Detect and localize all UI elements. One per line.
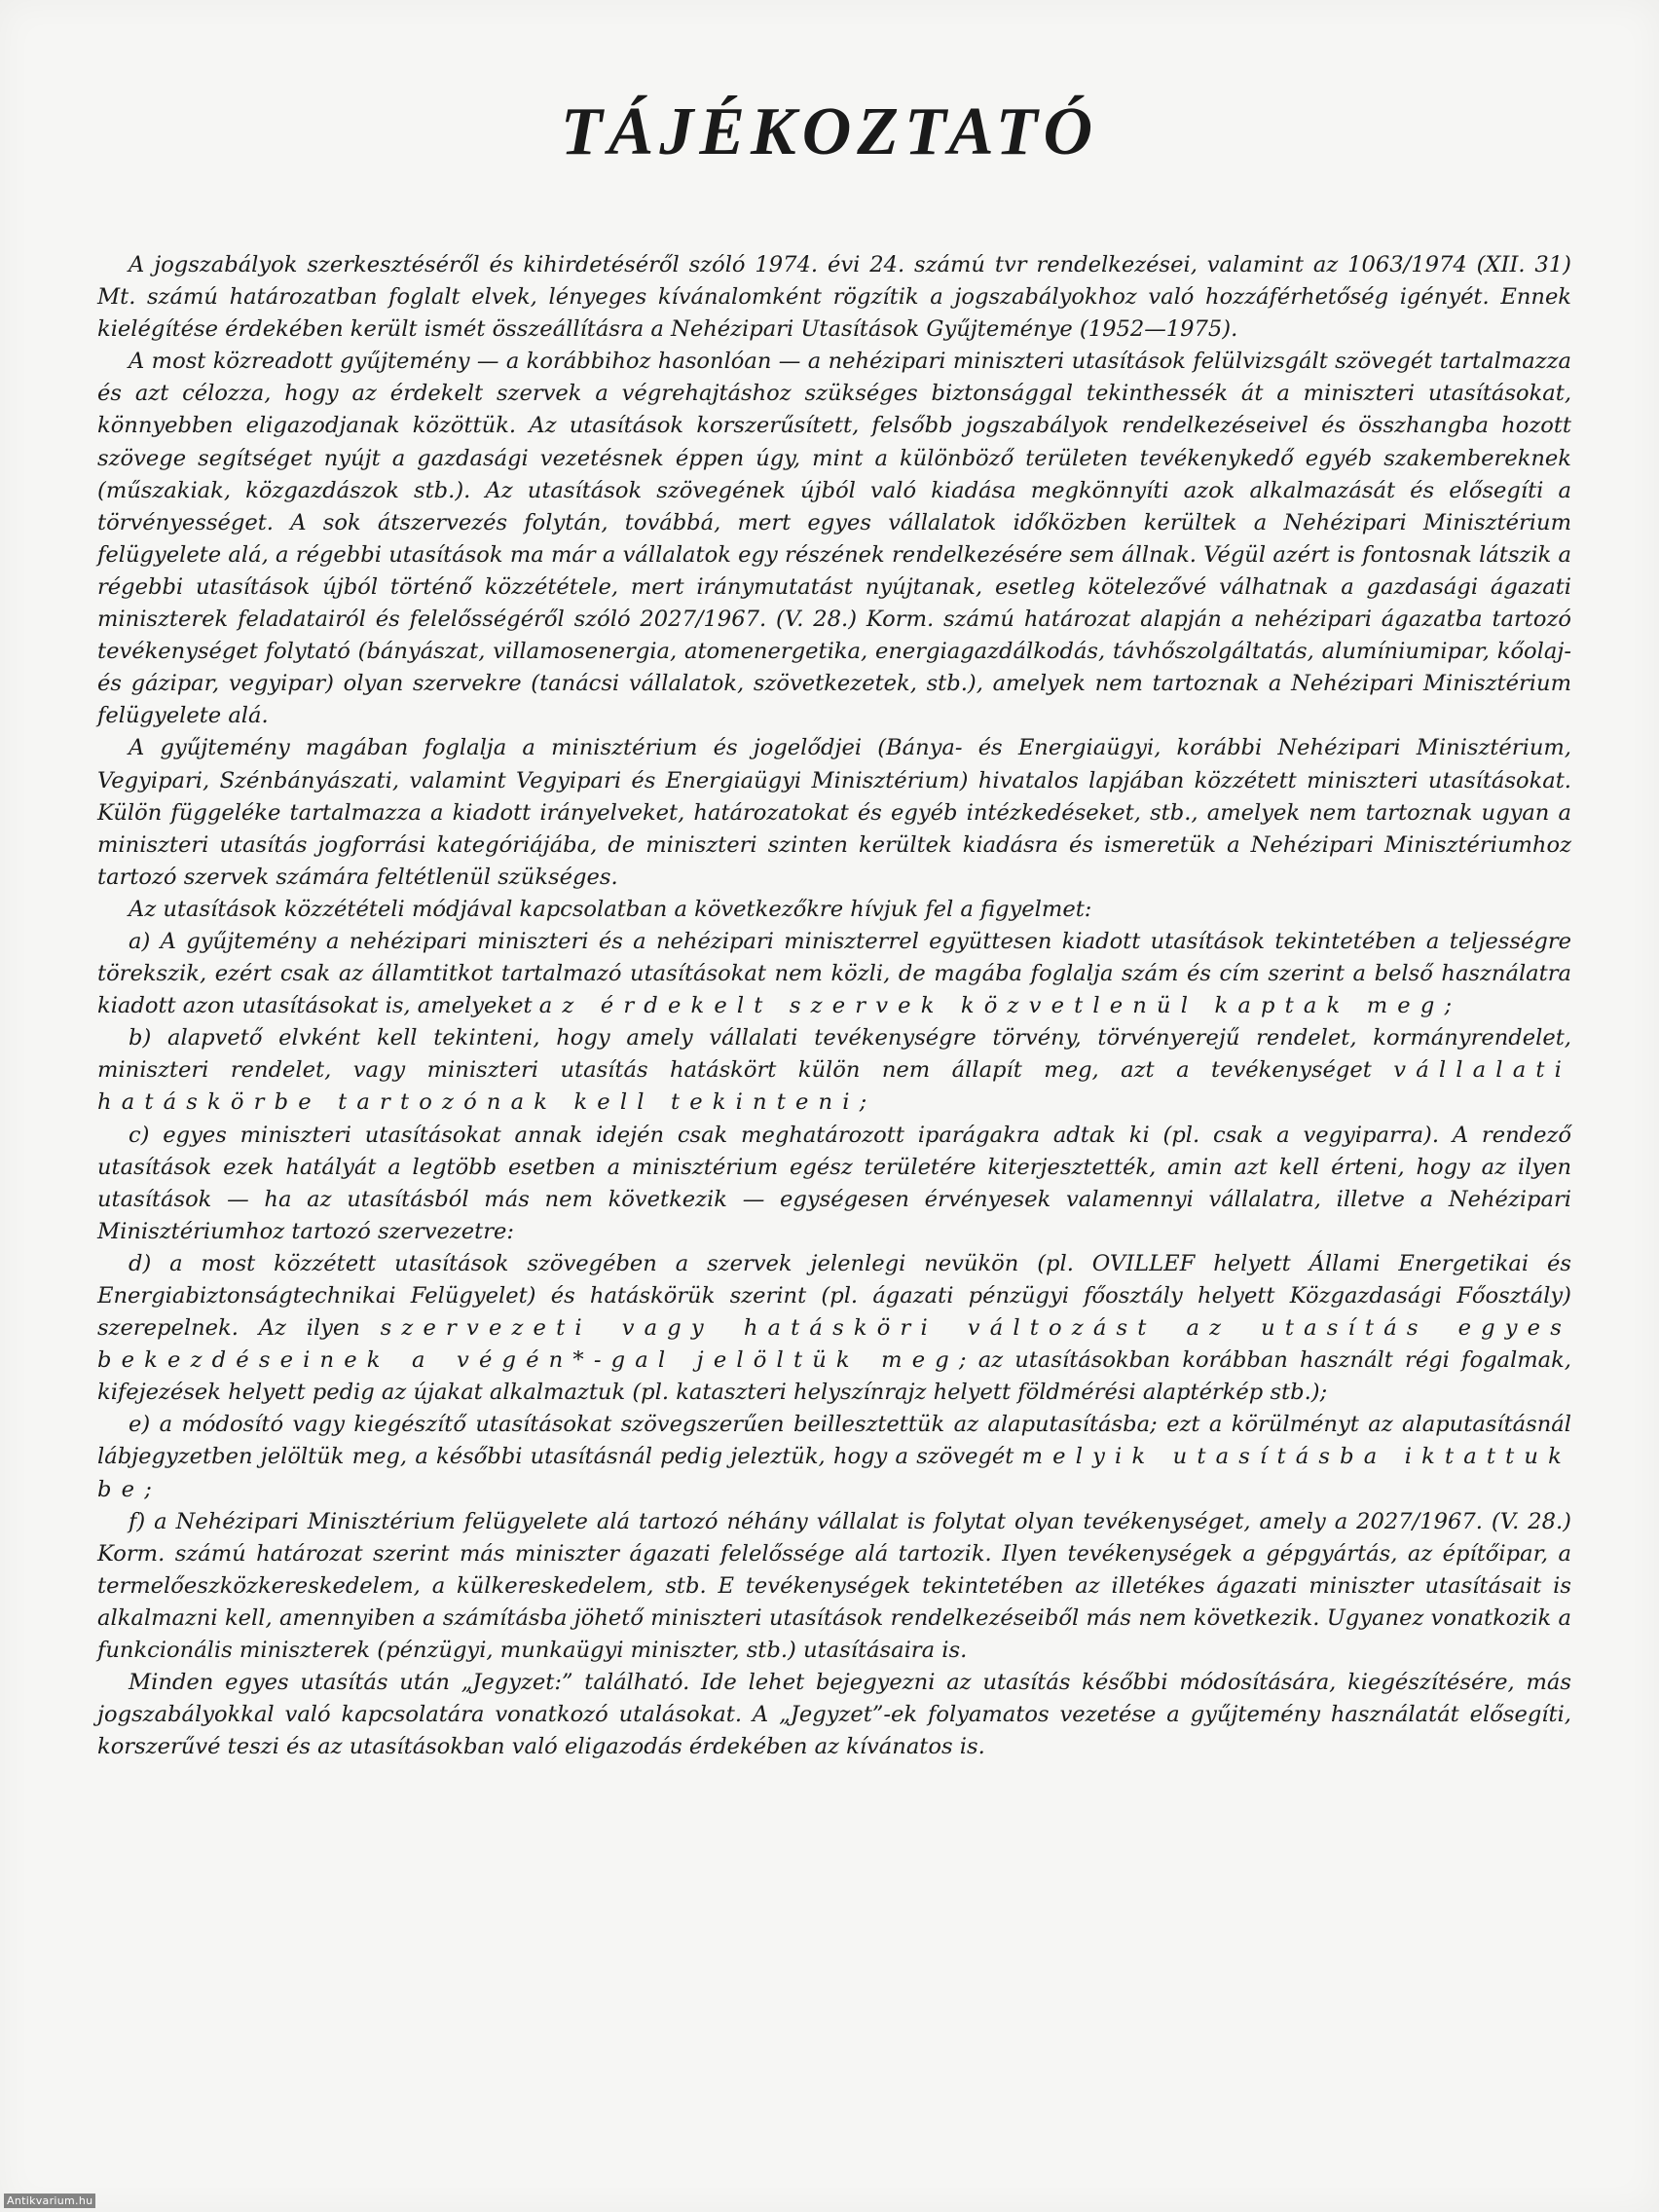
list-item-a-emphasis: az érdekelt szervek közvetlenül kaptak meg — [538, 993, 1445, 1019]
list-item-b-end: ; — [859, 1089, 867, 1116]
list-item-d-text: d) a most közzétett utasítások szövegében a szervek jelenlegi nevükön (pl. OVILLEF helyett Állami Energetikai és Energiabiztonságtechnikai Felügyelet) és hatáskörük szerint (pl. ágazati pénzügyi főosztály helyett Közgazdasági Főosztály) szerepelnek. Az ilyen — [97, 1250, 1571, 1342]
list-item-d-end: ; az utasításokban korábban használt régi fogalmak, kifejezések helyett pedig az újakat alkalmaztuk (pl. kataszteri helyszínrajz helyett földmérési alaptérkép stb.); — [97, 1347, 1571, 1406]
page-title: TÁJÉKOZTATÓ — [560, 94, 1099, 169]
list-item-b-text: b) alapvető elvként kell tekinteni, hogy amely vállalati tevékenységre törvény, törvényerejű rendelet, kormányrendelet, miniszteri rendelet, vagy miniszteri utasítás hatáskört külön nem állapít meg, azt a tevékenységet — [97, 1025, 1571, 1084]
list-item-a-text: a) A gyűjtemény a nehézipari miniszteri és a nehézipari miniszterrel együttesen kiadott utasítások tekintetében a teljességre törekszik, ezért csak az államtitkot tartalmazó utasításokat nem közli, de magába foglalja szám és cím szerint a belső használatra kiadott azon utasításokat is, amelyeket — [97, 928, 1571, 1019]
list-item-c: c) egyes miniszteri utasításokat annak idején csak meghatározott iparágakra adtak ki (pl. csak a vegyiparra). A rendező utasítások ezek hatályát a legtöbb esetben a minisztérium egész területére kiterjesztették, amin azt kell érteni, hogy az ilyen utasítások — ha az utasításból más nem következik — egységesen érvényesek valamennyi vállalatra, illetve a Nehézipari Minisztériumhoz tartozó szervezetre: — [97, 1122, 1571, 1244]
list-item-b — [97, 1022, 1571, 1119]
list-item-d-emphasis: szervezeti vagy hatásköri változást az utasítás egyes bekezdéseinek a végén*-gal jelöltük meg — [97, 1315, 1571, 1374]
list-item-a-end: ; — [1444, 993, 1453, 1019]
list-item-b-emphasis: vállalati hatáskörbe tartozónak kell tekinteni — [97, 1057, 1571, 1116]
list-item-e-end: ; — [144, 1476, 152, 1502]
paragraph-publication-notes: Az utasítások közzétételi módjával kapcsolatban a következőkre hívjuk fel a figyelmet: — [129, 896, 1092, 922]
list-item-f: f) a Nehézipari Minisztérium felügyelete alá tartozó néhány vállalat is folytat olyan tevékenységet, amely a 2027/1967. (V. 28.) Korm. számú határozat szerint más miniszter ágazati felelőssége alá tartozik. Ilyen tevékenységek a gépgyártás, az építőipar, a termelőeszközkereskedelem, a külkereskedelem, stb. E tevékenységek tekintetében az illetékes ágazati miniszter utasításait is alkalmazni kell, amennyiben a számításba jöhető miniszteri utasítások rendelkezéseiből más nem következik. Ugyanez vonatkozik a funkcionális miniszterek (pénzügyi, munkaügyi miniszter, stb.) utasításaira is. — [97, 1508, 1571, 1664]
list-item-e — [97, 1409, 1571, 1505]
document-body — [97, 249, 1571, 1763]
paragraph-collection-purpose: A most közreadott gyűjtemény — a korábbihoz hasonlóan — a nehézipari miniszteri utasítások felülvizsgált szövegét tartalmazza és azt célozza, hogy az érdekelt szervek a végrehajtáshoz szükséges biztonsággal tekinthessék át a miniszteri utasításokat, könnyebben eligazodjanak közöttük. Az utasítások korszerűsített, felsőbb jogszabályok rendelkezéseivel és összhangba hozott szövege segítséget nyújt a gazdasági vezetésnek éppen úgy, mint a különböző területen tevékenykedő egyéb szakembereknek (műszakiak, közgazdászok stb.). Az utasítások szövegének újból való kiadása megkönnyíti azok alkalmazását és elősegíti a törvényességet. A sok átszervezés folytán, továbbá, mert egyes vállalatok időközben kerültek a Nehézipari Minisztérium felügyelete alá, a régebbi utasítások ma már a vállalatok egy részének rendelkezésére sem állnak. Végül azért is fontosnak látszik a régebbi utasítások újból történő közzététele, mert iránymutatást nyújtanak, esetleg kötelezővé válhatnak a gazdasági ágazati miniszterek feladatairól és felelősségéről szóló 2027/1967. (V. 28.) Korm. számú határozat alapján a nehézipari ágazatba tartozó tevékenységet folytató (bányászat, villamosenergia, atomenergetika, energiagazdálkodás, távhőszolgáltatás, alumíniumipar, kőolaj- és gázipar, vegyipar) olyan szervekre (tanácsi vállalatok, szövetkezetek, stb.), amelyek nem tartoznak a Nehézipari Minisztérium felügyelete alá. — [97, 349, 1571, 729]
paragraph-closing: Minden egyes utasítás után „Jegyzet:” található. Ide lehet bejegyezni az utasítás későbbi módosítására, kiegészítésére, más jogszabályokkal való kapcsolatára vonatkozó utalásokat. A „Jegyzet”-ek folyamatos vezetése a gyűjtemény használatát elősegíti, korszerűvé teszi és az utasításokban való eligazodás érdekében az kívánatos is. — [97, 1670, 1571, 1760]
list-item-e-text: e) a módosító vagy kiegészítő utasításokat szövegszerűen beillesztettük az alaputasításba; ezt a körülményt az alaputasításnál lábjegyzetben jelöltük meg, a későbbi utasításnál pedig jeleztük, hogy a szövegét — [97, 1412, 1571, 1470]
list-item-a — [97, 926, 1571, 1022]
paragraph-intro: A jogszabályok szerkesztéséről és kihirdetéséről szóló 1974. évi 24. számú tvr rendelkezései, valamint az 1063/1974 (XII. 31) Mt. számú határozatban foglalt elvek, lényeges kívánalomként rögzítik a jogszabályokhoz való hozzáférhetőség igényét. Ennek kielégítése érdekében került ismét összeállításra a Nehézipari Utasítások Gyűjteménye (1952—1975). — [97, 252, 1571, 343]
list-item-d — [97, 1248, 1571, 1409]
list-item-e-emphasis: melyik utasításba iktattuk be — [97, 1444, 1571, 1502]
paragraph-collection-content: A gyűjtemény magában foglalja a minisztérium és jogelődjei (Bánya- és Energiaügyi, korábbi Nehézipari Minisztérium, Vegyipari, Szénbányászati, valamint Vegyipari és Energiaügyi Minisztérium) hivatalos lapjában közzétett miniszteri utasításokat. Külön függeléke tartalmazza a kiadott irányelveket, határozatokat és egyéb intézkedéseket, stb., amelyek nem tartoznak ugyan a miniszteri utasítás jogforrási kategóriájába, de miniszteri szinten kerültek kiadásra és ismeretük a Nehézipari Minisztériumhoz tartozó szervek számára feltétlenül szükséges. — [97, 735, 1571, 890]
watermark: Antikvarium.hu — [4, 2194, 95, 2208]
